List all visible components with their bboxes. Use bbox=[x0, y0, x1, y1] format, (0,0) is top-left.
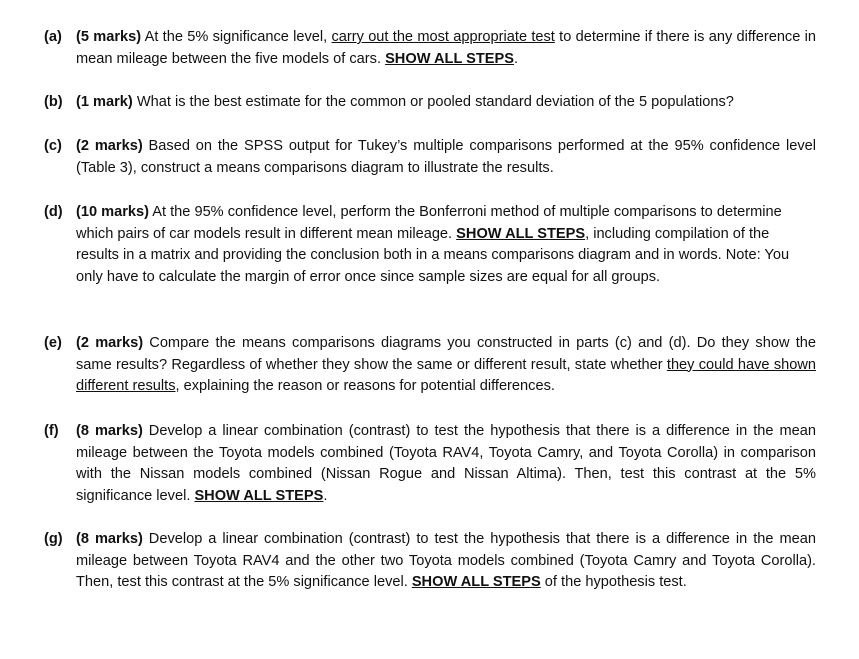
marks: (5 marks) bbox=[76, 29, 142, 45]
text-segment: Compare the means comparisons diagrams you constructed in parts (c) and (d). Do they show the same results? Regardless of whether they show the same or different result, state whether bbox=[76, 335, 816, 373]
text-segment: Develop a linear combination (contrast) to test the hypothesis that there is a difference in the mean mileage between the Toyota models combined (Toyota RAV4, Toyota Camry, and Toyota Corolla) in comparison with the Nissan models combined (Nissan Rogue and Nissan Altima). Then, test this contrast at the 5% significance level. bbox=[76, 423, 816, 504]
marks: (2 marks) bbox=[76, 335, 144, 351]
question-label: (g) bbox=[44, 531, 63, 547]
marks: (2 marks) bbox=[76, 138, 143, 154]
question-c bbox=[44, 136, 816, 179]
question-label: (b) bbox=[44, 94, 63, 110]
text-segment: . bbox=[514, 50, 519, 67]
text-segment: Develop a linear combination (contrast) to test the hypothesis that there is a difference in the mean mileage between Toyota RAV4 and the other two Toyota models combined (Toyota Camry and Toyota Corolla). Then, test this contrast at the 5% significance level. bbox=[76, 531, 816, 591]
question-e bbox=[44, 333, 816, 398]
question-f bbox=[44, 421, 816, 507]
question-a bbox=[44, 27, 816, 70]
text-segment: At the 95% confidence level, perform the Bonferroni method of multiple comparisons to determine which pairs of car models result in different mean mileage. bbox=[76, 204, 782, 242]
marks: (1 mark) bbox=[76, 94, 133, 110]
text-segment: to determine if there is any difference in mean mileage between the five models of cars. bbox=[76, 29, 816, 67]
text-segment: At the 5% significance level, bbox=[141, 29, 332, 45]
show-all-steps-emphasis: SHOW ALL STEPS bbox=[194, 487, 324, 504]
marks: (8 marks) bbox=[76, 531, 143, 547]
question-text bbox=[76, 421, 816, 507]
question-label: (a) bbox=[44, 29, 62, 45]
text-segment: What is the best estimate for the common or pooled standard deviation of the 5 populations? bbox=[132, 94, 734, 110]
text-segment: . bbox=[323, 487, 328, 504]
question-text bbox=[76, 27, 816, 70]
question-g bbox=[44, 529, 816, 594]
show-all-steps-emphasis: SHOW ALL STEPS bbox=[385, 50, 514, 67]
underlined-phrase: they could have shown different results bbox=[76, 356, 817, 395]
question-text bbox=[76, 333, 816, 398]
show-all-steps-emphasis: SHOW ALL STEPS bbox=[456, 225, 586, 242]
question-text bbox=[76, 92, 816, 114]
question-text bbox=[76, 529, 816, 594]
text-segment: , including compilation of the results in a matrix and providing the conclusion both in a means comparisons diagram and in words. Note: You only have to calculate the margin of error once since sample sizes are equal for all groups. bbox=[76, 225, 790, 285]
question-label: (f) bbox=[44, 423, 59, 439]
underlined-phrase: carry out the most appropriate test bbox=[331, 29, 555, 45]
question-text bbox=[76, 136, 816, 179]
show-all-steps-emphasis: SHOW ALL STEPS bbox=[411, 574, 541, 591]
marks: (10 marks) bbox=[76, 204, 150, 220]
question-b bbox=[44, 92, 816, 114]
question-label: (e) bbox=[44, 335, 62, 351]
question-text bbox=[76, 202, 816, 288]
question-d bbox=[44, 202, 816, 288]
question-label: (d) bbox=[44, 204, 63, 220]
question-label: (c) bbox=[44, 138, 62, 154]
text-segment: Based on the SPSS output for Tukey’s multiple comparisons performed at the 95% confidence level (Table 3), construct a means comparisons diagram to illustrate the results. bbox=[76, 138, 816, 176]
text-segment: of the hypothesis test. bbox=[540, 574, 687, 591]
text-segment: , explaining the reason or reasons for potential differences. bbox=[175, 378, 555, 395]
marks: (8 marks) bbox=[76, 423, 143, 439]
